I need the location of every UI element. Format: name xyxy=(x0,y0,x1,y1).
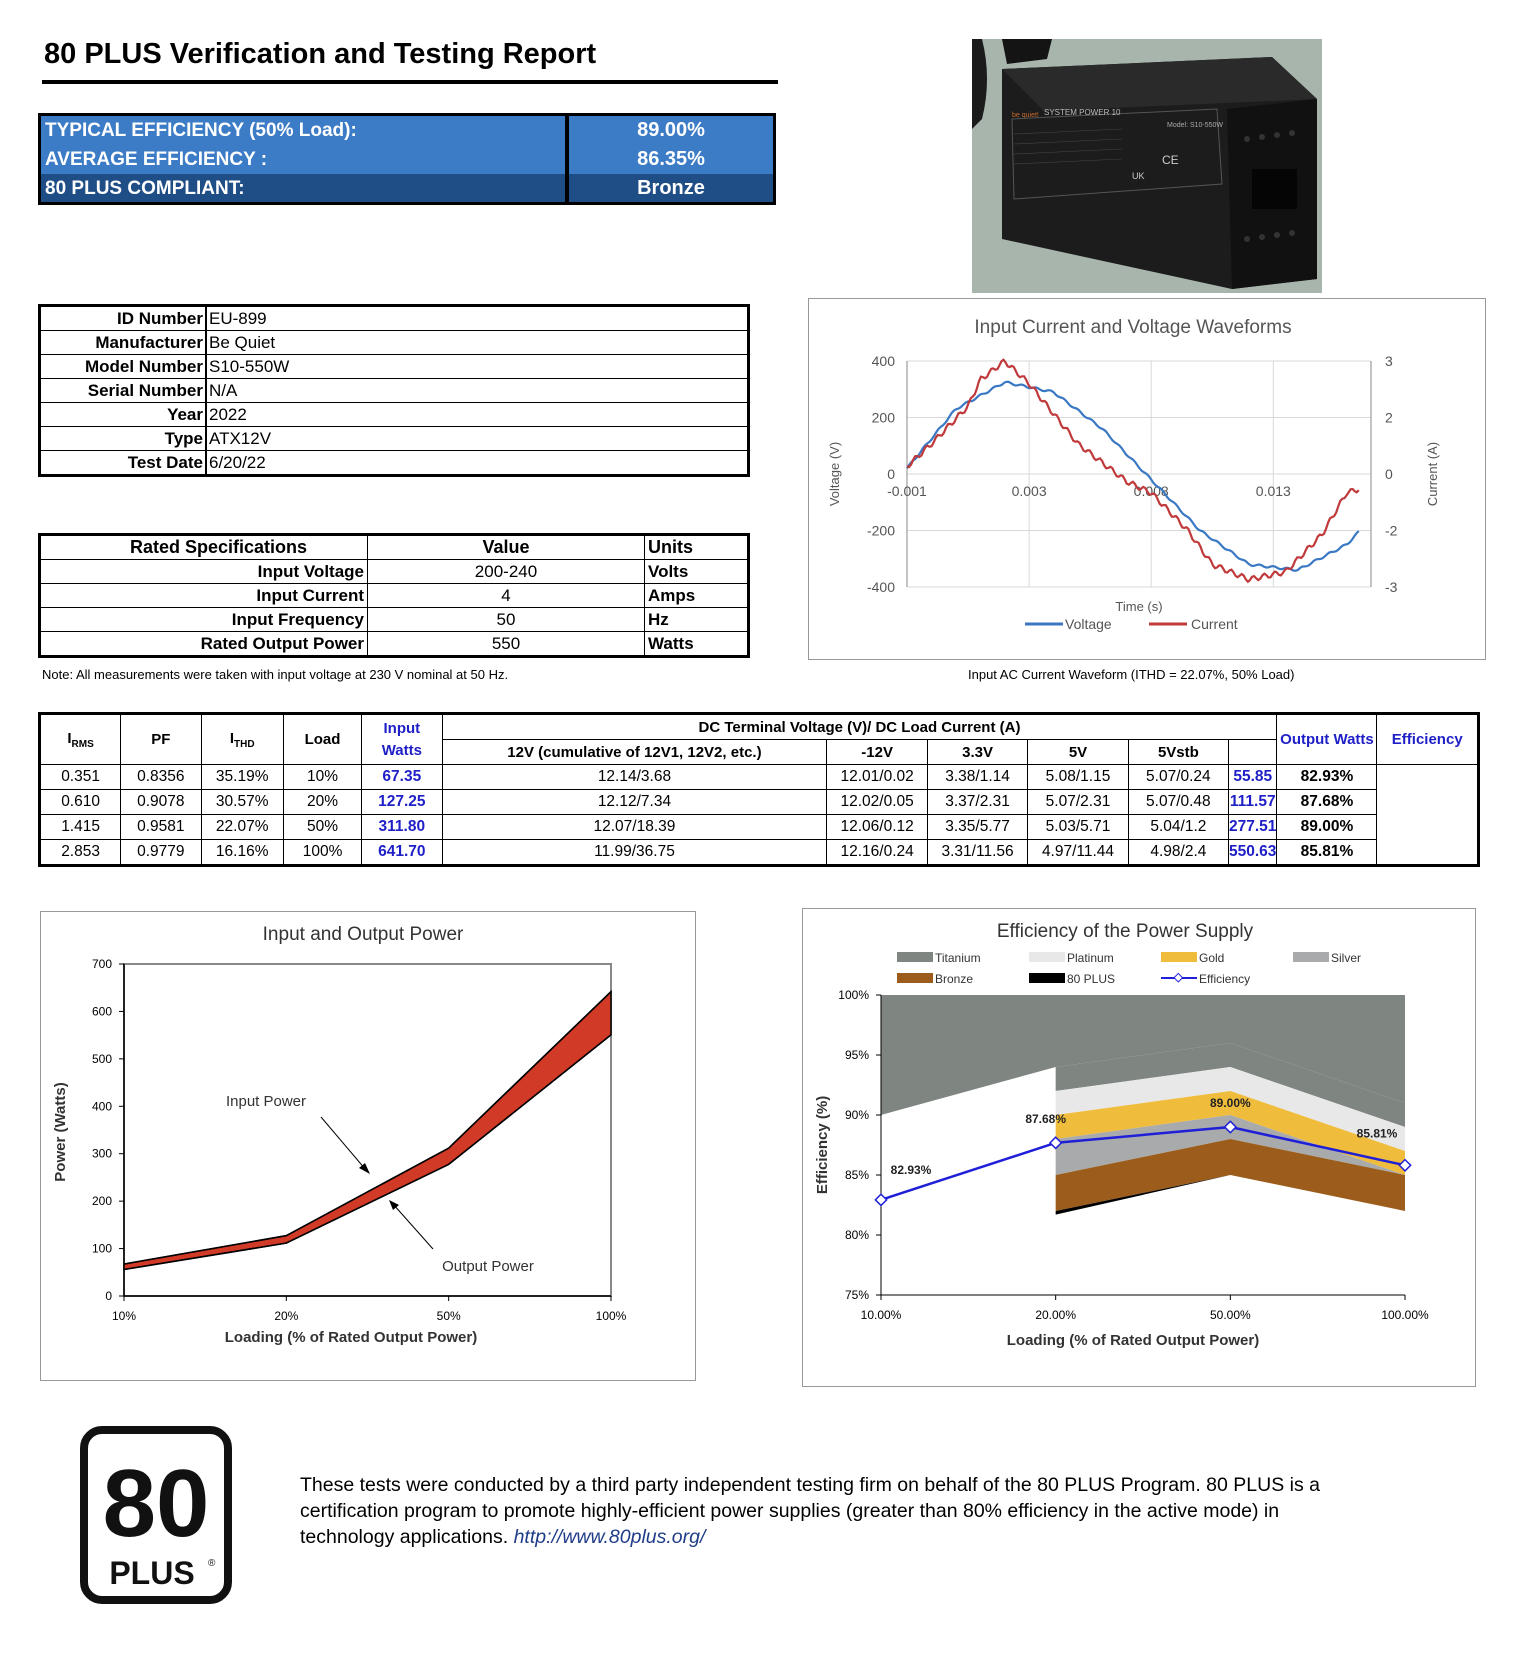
identity-row xyxy=(40,379,749,403)
cell-efficiency: 82.93% xyxy=(1277,765,1377,790)
y2-axis-label: Current (A) xyxy=(1425,441,1440,507)
identity-row xyxy=(40,306,749,331)
legend-swatch-bronze xyxy=(897,973,933,983)
identity-key: Model Number xyxy=(40,355,207,379)
x-axis-label: Time (s) xyxy=(1115,599,1163,614)
identity-value: EU-899 xyxy=(206,306,749,331)
y-tick-label: -200 xyxy=(866,522,895,539)
x-tick-label: -0.001 xyxy=(887,483,927,499)
legend-label: Efficiency xyxy=(1199,972,1251,986)
y-axis-label: Power (Watts) xyxy=(52,1082,69,1182)
logo-registered-mark: ® xyxy=(208,1558,216,1569)
footer-link[interactable]: http://www.80plus.org/ xyxy=(513,1526,706,1548)
header-ithd: $I_{THD}$ xyxy=(201,714,283,765)
efficiency-data-label: 82.93% xyxy=(890,1162,932,1177)
legend-efficiency-marker xyxy=(1174,973,1182,981)
header-dc-group: DC Terminal Voltage (V)/ DC Load Current (A) xyxy=(442,714,1277,740)
results-row xyxy=(40,840,1479,866)
footer-body: These tests were conducted by a third party independent testing firm on behalf of the 80 PLUS Program. 80 PLUS is a certification program to promote highly-efficient power supplies (greater than 80% efficiency in the active mode) in technology applications. xyxy=(300,1474,1320,1548)
header-pf: PF xyxy=(121,714,201,765)
cell-efficiency: 89.00% xyxy=(1277,815,1377,840)
x-tick-label: 100.00% xyxy=(1381,1308,1429,1322)
compliant-value: Bronze xyxy=(565,174,773,202)
identity-value: 6/20/22 xyxy=(206,451,749,476)
identity-row xyxy=(40,403,749,427)
efficiency-data-label: 85.81% xyxy=(1356,1126,1398,1141)
spec-name: Input Voltage xyxy=(40,560,368,584)
header-12v: 12V (cumulative of 12V1, 12V2, etc.) xyxy=(442,740,827,765)
results-row xyxy=(40,815,1479,840)
x-axis-label: Loading (% of Rated Output Power) xyxy=(1006,1332,1260,1349)
cell-vm12: 12.02/0.05 xyxy=(827,790,927,815)
cell-ithd: 30.57% xyxy=(201,790,283,815)
efficiency-data-label: 89.00% xyxy=(1209,1096,1251,1110)
x-tick-label: 20.00% xyxy=(1035,1308,1077,1322)
legend-swatch-platinum xyxy=(1029,952,1065,962)
cell-v5sb: 5.07/0.24 xyxy=(1128,765,1228,790)
y-tick-label: 100 xyxy=(91,1241,112,1256)
typical-efficiency-label: TYPICAL EFFICIENCY (50% Load): xyxy=(41,116,565,145)
x-tick-label: 20% xyxy=(274,1309,299,1323)
cell-v5: 5.03/5.71 xyxy=(1028,815,1128,840)
y-tick-label: 75% xyxy=(844,1288,869,1302)
header-input-watts: Input Watts xyxy=(362,714,442,765)
efficiency-point xyxy=(875,1194,886,1205)
typical-efficiency-value: 89.00% xyxy=(565,116,773,145)
waveform-chart xyxy=(808,298,1486,660)
header-load: Load xyxy=(283,714,361,765)
photo-model: Model: S10-550W xyxy=(1167,122,1224,129)
cell-pf: 0.9581 xyxy=(121,815,201,840)
identity-row xyxy=(40,355,749,379)
cell-v5sb: 5.07/0.48 xyxy=(1128,790,1228,815)
cell-v33: 3.38/1.14 xyxy=(927,765,1027,790)
identity-key: Year xyxy=(40,403,207,427)
identity-key: Serial Number xyxy=(40,379,207,403)
results-row xyxy=(40,790,1479,815)
photo-product: SYSTEM POWER 10 xyxy=(1044,108,1121,117)
spec-row xyxy=(40,632,749,657)
x-tick-label: 10% xyxy=(111,1309,137,1323)
ukca-mark-icon: UK xyxy=(1132,171,1145,181)
summary-box xyxy=(38,113,776,205)
cell-load: 20% xyxy=(283,790,361,815)
legend-label: Gold xyxy=(1199,951,1225,965)
cell-load: 50% xyxy=(283,815,361,840)
spec-unit: Amps xyxy=(645,584,749,608)
x-axis-label: Loading (% of Rated Output Power) xyxy=(224,1329,478,1346)
cell-v5sb: 5.04/1.2 xyxy=(1128,815,1228,840)
y-axis-label: Voltage (V) xyxy=(827,441,842,507)
cell-ithd: 35.19% xyxy=(201,765,283,790)
cell-output-watts: 55.85 xyxy=(1229,765,1277,790)
compliant-label: 80 PLUS COMPLIANT: xyxy=(41,174,565,202)
current-series-line xyxy=(907,360,1359,582)
legend-label: Bronze xyxy=(935,972,974,986)
y-tick-label: 0 xyxy=(105,1289,112,1303)
page-title: 80 PLUS Verification and Testing Report xyxy=(44,38,597,70)
legend-swatch-titanium xyxy=(897,952,933,962)
x-tick-label: 0.013 xyxy=(1255,483,1291,499)
cell-input-watts: 311.80 xyxy=(362,815,442,840)
cell-pf: 0.8356 xyxy=(121,765,201,790)
results-row xyxy=(40,765,1479,790)
plot-area xyxy=(124,964,611,1296)
identity-row xyxy=(40,331,749,355)
y-tick-label: 0 xyxy=(887,466,895,482)
average-efficiency-label: AVERAGE EFFICIENCY : xyxy=(41,145,565,174)
waveform-caption: Input AC Current Waveform (ITHD = 22.07%, 50% Load) xyxy=(968,667,1295,682)
spec-name: Rated Output Power xyxy=(40,632,368,657)
product-photo xyxy=(972,39,1322,293)
title-rule xyxy=(42,80,778,84)
cell-irms: 0.351 xyxy=(40,765,121,790)
identity-value: N/A xyxy=(206,379,749,403)
cell-v12: 12.12/7.34 xyxy=(442,790,827,815)
spec-value: 200-240 xyxy=(368,560,645,584)
y-tick-label: 200 xyxy=(91,1194,112,1209)
chart-title: Input Current and Voltage Waveforms xyxy=(974,317,1292,338)
cell-output-watts: 277.51 xyxy=(1229,815,1277,840)
spec-row xyxy=(40,560,749,584)
efficiency-chart xyxy=(802,908,1476,1387)
spec-value: 50 xyxy=(368,608,645,632)
y-tick-label: 500 xyxy=(91,1051,112,1066)
x-tick-label: 100% xyxy=(595,1309,627,1323)
identity-value: Be Quiet xyxy=(206,331,749,355)
voltage-series-line xyxy=(907,382,1359,571)
ce-mark-icon: CE xyxy=(1162,153,1179,167)
identity-key: Type xyxy=(40,427,207,451)
cell-irms: 2.853 xyxy=(40,840,121,866)
specs-header-name: Rated Specifications xyxy=(40,535,368,560)
chart-title: Input and Output Power xyxy=(262,924,464,945)
specs-header-value: Value xyxy=(368,535,645,560)
y-tick-label: 200 xyxy=(871,409,895,426)
cell-ithd: 16.16% xyxy=(201,840,283,866)
identity-key: Manufacturer xyxy=(40,331,207,355)
cell-input-watts: 641.70 xyxy=(362,840,442,866)
cell-efficiency: 87.68% xyxy=(1277,790,1377,815)
chart-title: Efficiency of the Power Supply xyxy=(996,921,1254,942)
cell-ithd: 22.07% xyxy=(201,815,283,840)
spec-unit: Hz xyxy=(645,608,749,632)
y-tick-label: 85% xyxy=(844,1168,869,1182)
header-minus12v: -12V xyxy=(827,740,927,765)
average-efficiency-value: 86.35% xyxy=(565,145,773,174)
y-axis-label: Efficiency (%) xyxy=(814,1095,831,1195)
identity-row xyxy=(40,427,749,451)
photo-brand: be quiet! xyxy=(1012,112,1039,119)
identity-row xyxy=(40,451,749,476)
spec-row xyxy=(40,608,749,632)
input-power-annotation: Input Power xyxy=(225,1093,307,1110)
cell-irms: 0.610 xyxy=(40,790,121,815)
spec-unit: Volts xyxy=(645,560,749,584)
cell-output-watts: 111.57 xyxy=(1229,790,1277,815)
cell-input-watts: 127.25 xyxy=(362,790,442,815)
cell-v33: 3.35/5.77 xyxy=(927,815,1027,840)
y-tick-label: 100% xyxy=(838,988,869,1002)
y-tick-label: 700 xyxy=(91,957,112,971)
y2-tick-label: -3 xyxy=(1385,579,1398,595)
cell-input-watts: 67.35 xyxy=(362,765,442,790)
cell-v12: 11.99/36.75 xyxy=(442,840,827,866)
header-3v3: 3.3V xyxy=(927,740,1027,765)
legend-swatch-80plus xyxy=(1029,973,1065,983)
y-tick-label: 400 xyxy=(871,353,895,369)
x-tick-label: 0.003 xyxy=(1011,483,1047,499)
output-power-annotation: Output Power xyxy=(442,1258,534,1275)
power-chart xyxy=(40,911,696,1381)
cell-v5sb: 4.98/2.4 xyxy=(1128,840,1228,866)
y2-tick-label: 2 xyxy=(1385,409,1393,426)
cell-v33: 3.37/2.31 xyxy=(927,790,1027,815)
cell-vm12: 12.01/0.02 xyxy=(827,765,927,790)
y-tick-label: 80% xyxy=(844,1228,869,1242)
80plus-logo xyxy=(80,1426,232,1604)
cell-v5: 5.08/1.15 xyxy=(1028,765,1128,790)
cell-pf: 0.9779 xyxy=(121,840,201,866)
y2-tick-label: -2 xyxy=(1385,522,1398,539)
legend-label: Titanium xyxy=(935,951,981,965)
y-tick-label: -400 xyxy=(866,579,895,595)
legend-label: Platinum xyxy=(1067,951,1114,965)
y-tick-label: 90% xyxy=(844,1108,869,1122)
identity-key: ID Number xyxy=(40,306,207,331)
footer-text xyxy=(300,1472,1320,1550)
identity-value: ATX12V xyxy=(206,427,749,451)
cell-v5: 5.07/2.31 xyxy=(1028,790,1128,815)
results-table xyxy=(38,712,1480,867)
logo-number: 80 xyxy=(102,1450,210,1557)
legend-current-label: Current xyxy=(1191,616,1238,632)
specs-table xyxy=(38,533,750,658)
cell-output-watts: 550.63 xyxy=(1229,840,1277,866)
y-tick-label: 600 xyxy=(91,1004,112,1019)
identity-key: Test Date xyxy=(40,451,207,476)
spec-value: 4 xyxy=(368,584,645,608)
header-5v: 5V xyxy=(1028,740,1128,765)
x-tick-label: 50.00% xyxy=(1209,1308,1251,1322)
header-irms: $I_{RMS}$ xyxy=(40,714,121,765)
cell-load: 10% xyxy=(283,765,361,790)
cell-load: 100% xyxy=(283,840,361,866)
cell-v5: 4.97/11.44 xyxy=(1028,840,1128,866)
cell-v12: 12.07/18.39 xyxy=(442,815,827,840)
x-tick-label: 50% xyxy=(436,1309,461,1323)
cell-efficiency: 85.81% xyxy=(1277,840,1377,866)
spec-name: Input Frequency xyxy=(40,608,368,632)
legend-label: Silver xyxy=(1331,951,1362,965)
identity-table xyxy=(38,304,750,477)
spec-name: Input Current xyxy=(40,584,368,608)
cell-vm12: 12.16/0.24 xyxy=(827,840,927,866)
identity-value: S10-550W xyxy=(206,355,749,379)
measurement-note: Note: All measurements were taken with input voltage at 230 V nominal at 50 Hz. xyxy=(42,667,509,682)
efficiency-data-label: 87.68% xyxy=(1025,1111,1067,1126)
cell-v12: 12.14/3.68 xyxy=(442,765,827,790)
legend-voltage-label: Voltage xyxy=(1065,616,1112,632)
cell-v33: 3.31/11.56 xyxy=(927,840,1027,866)
logo-word: PLUS xyxy=(109,1555,195,1591)
header-5vstb: 5Vstb xyxy=(1128,740,1228,765)
legend-swatch-gold xyxy=(1161,952,1197,962)
cell-vm12: 12.06/0.12 xyxy=(827,815,927,840)
cell-pf: 0.9078 xyxy=(121,790,201,815)
header-efficiency: Efficiency xyxy=(1377,714,1479,765)
y2-tick-label: 0 xyxy=(1385,466,1393,482)
y-tick-label: 95% xyxy=(844,1048,869,1062)
spec-row xyxy=(40,584,749,608)
cell-irms: 1.415 xyxy=(40,815,121,840)
y-tick-label: 300 xyxy=(91,1146,112,1161)
y2-tick-label: 3 xyxy=(1385,353,1393,369)
identity-value: 2022 xyxy=(206,403,749,427)
x-tick-label: 0.008 xyxy=(1133,483,1169,499)
specs-header-units: Units xyxy=(645,535,749,560)
y-tick-label: 400 xyxy=(91,1099,112,1114)
x-tick-label: 10.00% xyxy=(860,1308,902,1322)
spec-value: 550 xyxy=(368,632,645,657)
spec-unit: Watts xyxy=(645,632,749,657)
header-output-watts: Output Watts xyxy=(1277,714,1377,765)
legend-swatch-silver xyxy=(1293,952,1329,962)
legend-label: 80 PLUS xyxy=(1067,972,1116,986)
